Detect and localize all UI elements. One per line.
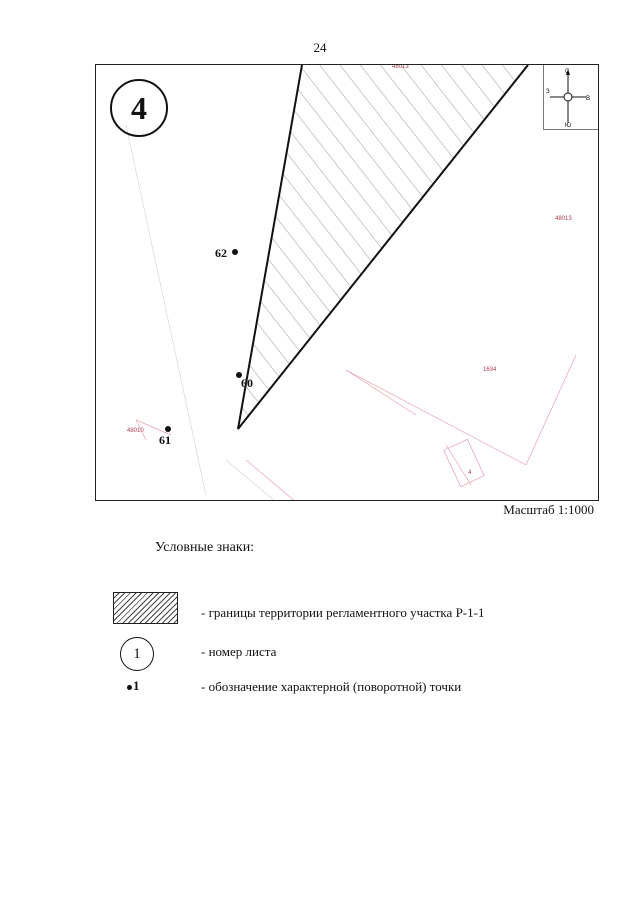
- legend-sheet-symbol: 1: [120, 637, 154, 671]
- gray-lines: [126, 125, 276, 501]
- point-label-61: 61: [159, 433, 171, 447]
- point-62-marker: [232, 249, 238, 255]
- legend-point-symbol: [127, 678, 140, 694]
- map-frame: [95, 64, 599, 501]
- parcel-label: 48013: [555, 216, 572, 222]
- legend-title: Условные знаки:: [155, 540, 255, 555]
- compass-north: С: [565, 69, 570, 75]
- point-61-marker: [165, 426, 171, 432]
- map-canvas: [96, 65, 599, 501]
- compass-icon: [544, 65, 598, 129]
- point-dot-icon: [127, 685, 132, 690]
- legend-hatch-symbol: [113, 592, 178, 624]
- compass-east: В: [586, 96, 591, 102]
- legend-text-sheet: - номер листа: [201, 644, 277, 659]
- point-label-60: 60: [241, 376, 253, 390]
- point-label-62: 62: [215, 246, 227, 260]
- compass-south: Ю: [565, 123, 572, 129]
- page-number: 24: [313, 40, 327, 55]
- compass-west: З: [546, 89, 550, 95]
- parcel-label: 1634: [483, 367, 497, 373]
- scale-label: Масштаб 1:1000: [503, 502, 594, 517]
- legend-text-territory: - границы территории регламентного участка Р-1-1: [201, 605, 485, 620]
- legend-point-number: 1: [133, 678, 140, 693]
- compass-rose: [543, 65, 598, 130]
- sheet-number-badge: 4: [110, 79, 168, 137]
- parcel-label: 4: [468, 470, 472, 476]
- parcel-label: 48013: [392, 64, 409, 70]
- legend-text-point: - обозначение характерной (поворотной) точки: [201, 679, 462, 694]
- parcel-label: 48010: [127, 428, 144, 434]
